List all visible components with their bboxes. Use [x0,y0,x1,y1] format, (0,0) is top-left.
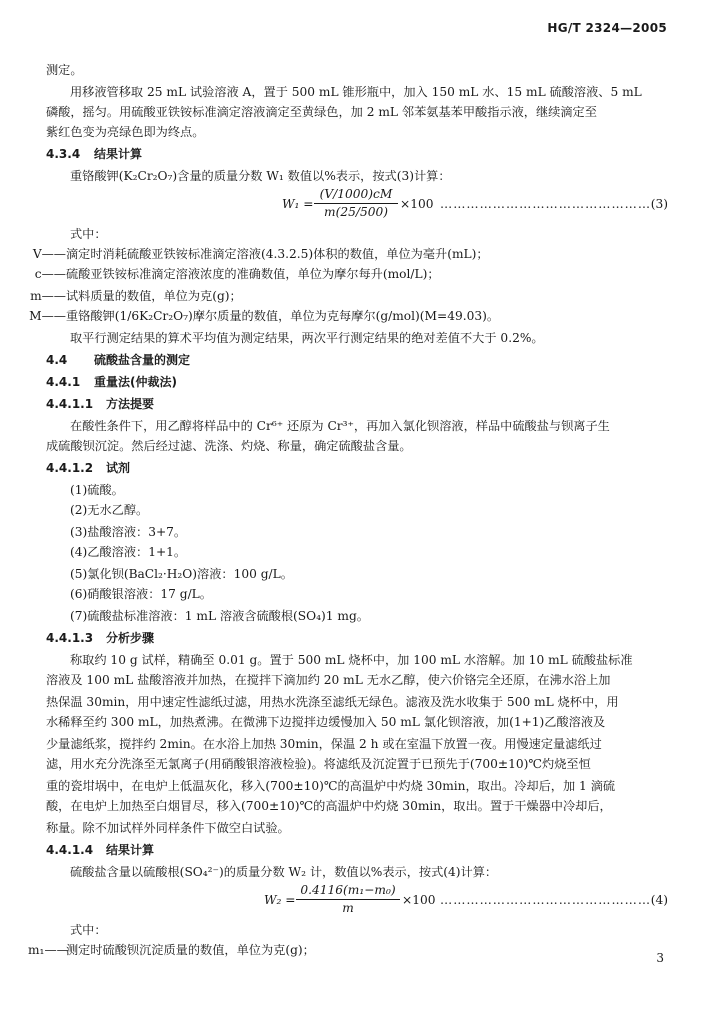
symbol: M—— [29,309,66,323]
section-title: 结果计算 [94,147,143,161]
section-heading-4-4-1-2 [46,460,668,476]
equation-denominator: m(25/500) [324,205,388,219]
section-heading-4-4 [46,352,668,368]
equation-lhs: W₂ = [264,893,296,907]
reagent-item: (3)盐酸溶液：3+7。 [70,525,187,539]
reagent-item: (6)硝酸银溶液：17 g/L。 [70,587,212,601]
body-text: 酸，在电炉上加热至白烟冒尽，移入(700±10)℃的高温炉中灼烧 30min，取出。置于干燥器中冷却后， [46,799,612,813]
body-text: 称量。除不加试样外同样条件下做空白试验。 [46,821,290,835]
symbol: m₁—— [28,943,69,957]
leader-dots: ………………………………………… [440,893,651,907]
section-heading-4-4-1-1 [46,396,668,412]
definition-item [28,942,650,958]
body-text: 水稀释至约 300 mL，加热煮沸。在微沸下边搅拌边缓慢加入 50 mL 氯化钡溶液，加(1+1)乙酸溶液及 [46,715,606,729]
symbol: V—— [32,247,66,261]
definition-item [28,288,650,304]
definition-item [28,246,650,262]
section-title: 方法提要 [106,397,155,411]
body-text: 式中： [70,227,107,241]
body-text: 称取约 10 g 试样，精确至 0.01 g。置于 500 mL 烧杯中，加 100 mL 水溶解。加 10 mL 硫酸盐标准 [70,653,633,667]
section-title: 试剂 [106,461,131,475]
section-number: 4.4.1 [46,375,81,389]
symbol: c—— [34,267,66,281]
equation-multiplier: ×100 [402,893,436,907]
body-text: 溶液及 100 mL 盐酸溶液并加热，在搅拌下滴加约 20 mL 无水乙醇，使六价铬完全还原，在沸水浴上加 [46,673,611,687]
body-text: 在酸性条件下，用乙醇将样品中的 Cr⁶⁺ 还原为 Cr³⁺，再加入氯化钡溶液，样品中硫酸盐与钡离子生 [70,419,610,433]
reagent-item: (1)硫酸。 [70,483,124,497]
section-title: 分析步骤 [106,631,155,645]
body-text: 重铬酸钾(K₂Cr₂O₇)含量的质量分数 W₁ 数值以%表示，按式(3)计算： [70,169,451,183]
page-number: 3 [656,951,664,965]
reagent-item: (2)无水乙醇。 [70,503,149,517]
section-heading-4-4-1-4 [46,842,668,858]
body-text: 成硫酸钡沉淀。然后经过滤、洗涤、灼烧、称量，确定硫酸盐含量。 [46,439,412,453]
body-text: 用移液管移取 25 mL 试验溶液 A，置于 500 mL 锥形瓶中，加入 150 mL 水、15 mL 硫酸溶液、5 mL [70,85,642,99]
body-text: 滤，用水充分洗涤至无氯离子(用硝酸银溶液检验)。将滤纸及沉淀置于已预先于(700±10)℃灼烧至恒 [46,757,591,771]
reagent-item: (4)乙酸溶液：1+1。 [70,545,187,559]
body-text: 少量滤纸浆，搅拌约 2min。在水浴上加热 30min，保温 2 h 或在室温下放置一夜。用慢速定量滤纸过 [46,737,602,751]
definition: 测定时硫酸钡沉淀质量的数值，单位为克(g)； [66,943,315,957]
equation-fraction [314,186,398,220]
definition: 试料质量的数值，单位为克(g)； [66,289,242,303]
definition: 滴定时消耗硫酸亚铁铵标准滴定溶液(4.3.2.5)体积的数值，单位为毫升(mL)； [66,247,489,261]
reagent-item: (7)硫酸盐标准溶液：1 mL 溶液含硫酸根(SO₄)1 mg。 [70,609,369,623]
section-heading-4-4-1-3 [46,630,668,646]
equation-number: (4) [650,893,668,907]
body-text: 式中： [70,923,107,937]
equation-fraction [296,882,400,916]
section-title: 硫酸盐含量的测定 [94,353,191,367]
equation-numerator: (V/1000)cM [319,187,393,201]
body-text: 重的瓷坩埚中，在电炉上低温灰化，移入(700±10)℃的高温炉中灼烧 30min，取出。冷却后，加 1 滴硫 [46,779,616,793]
body-text: 测定。 [46,63,83,77]
section-heading-4-4-1 [46,374,668,390]
section-number: 4.4.1.1 [46,397,94,411]
body-text: 硫酸盐含量以硫酸根(SO₄²⁻)的质量分数 W₂ 计，数值以%表示，按式(4)计算： [70,865,498,879]
section-title: 结果计算 [106,843,155,857]
standard-number: HG/T 2324—2005 [547,21,667,35]
body-text: 紫红色变为亮绿色即为终点。 [46,125,205,139]
definition: 重铬酸钾(1/6K₂Cr₂O₇)摩尔质量的数值，单位为克每摩尔(g/mol)(M=49.03)。 [66,309,500,323]
section-number: 4.4.1.3 [46,631,94,645]
section-number: 4.3.4 [46,147,81,161]
body-text: 热保温 30min，用中速定性滤纸过滤，用热水洗涤至滤纸无绿色。滤液及洗水收集于 500 mL 烧杯中，用 [46,695,619,709]
section-title: 重量法(仲裁法) [94,375,177,389]
equation-lhs: W₁ = [282,197,314,211]
definition: 硫酸亚铁铵标准滴定溶液浓度的准确数值，单位为摩尔每升(mol/L)； [66,267,440,281]
section-heading-4-3-4 [46,146,668,162]
section-number: 4.4 [46,353,68,367]
leader-dots: ………………………………………… [440,197,651,211]
symbol: m—— [30,289,66,303]
equation-numerator: 0.4116(m₁−m₀) [300,883,396,897]
definition-item [28,308,650,324]
body-text: 磷酸，摇匀。用硫酸亚铁铵标准滴定溶液滴定至黄绿色，加 2 mL 邻苯氨基苯甲酸指示液，继续滴定至 [46,105,597,119]
equation-number: (3) [650,197,668,211]
reagent-item: (5)氯化钡(BaCl₂·H₂O)溶液：100 g/L。 [70,567,293,581]
equation-multiplier: ×100 [400,197,434,211]
section-number: 4.4.1.2 [46,461,94,475]
body-text: 取平行测定结果的算术平均值为测定结果，两次平行测定结果的绝对差值不大于 0.2%。 [70,331,544,345]
section-number: 4.4.1.4 [46,843,94,857]
definition-item [28,266,650,282]
equation-denominator: m [342,901,354,915]
